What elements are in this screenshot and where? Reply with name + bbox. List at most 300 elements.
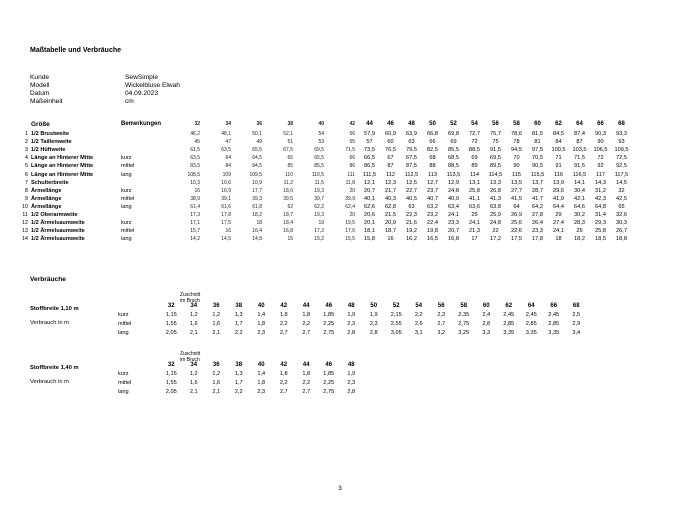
- table-row: [18, 130, 632, 138]
- consumption-header-row: [118, 301, 588, 310]
- cell-value: 78: [513, 139, 520, 146]
- cell-value: 41,3: [490, 195, 501, 202]
- cell-value: 17,1: [190, 220, 200, 227]
- cell-value: 32: [618, 187, 625, 194]
- cell-value: 28,7: [532, 187, 543, 194]
- cell-value: 15,5: [345, 236, 355, 243]
- cell-value: 116: [554, 171, 563, 178]
- size-header: 66: [550, 302, 558, 309]
- cell-value: 116,5: [572, 171, 587, 178]
- cell-value: 84: [555, 139, 562, 146]
- cell-value: 2,2: [279, 379, 288, 386]
- cell-value: 2,05: [165, 329, 177, 336]
- cell-value: 71,5: [574, 155, 585, 162]
- size-header: 60: [482, 302, 490, 309]
- cell-value: 27,4: [553, 220, 564, 227]
- cell-value: 15,8: [364, 236, 375, 243]
- cell-value: 69,5: [314, 147, 324, 154]
- cell-value: 90: [513, 163, 520, 170]
- cell-value: 1,8: [257, 379, 266, 386]
- size-header: 32: [167, 361, 175, 368]
- cell-value: 87,4: [574, 131, 585, 138]
- header-spacer: [118, 301, 160, 310]
- cell-value: 3,4: [572, 329, 581, 336]
- meta-row: [30, 82, 180, 90]
- cell-value: 81,5: [532, 131, 543, 138]
- size-header: 66: [597, 121, 604, 127]
- cell-value: 63,5: [190, 155, 200, 162]
- table-row: [18, 227, 632, 235]
- meta-value: Wickelbluse Elwah: [125, 82, 180, 89]
- cell-value: 1,85: [323, 370, 335, 377]
- cell-value: 1,55: [165, 379, 177, 386]
- row-remark: [121, 211, 173, 219]
- cell-value: 16,8: [448, 236, 459, 243]
- cell-value: 117,5: [614, 171, 629, 178]
- cell-value: 1,8: [257, 320, 266, 327]
- cell-value: 20,1: [364, 220, 375, 227]
- cell-value: 39,7: [314, 195, 324, 202]
- cell-value: 55: [349, 139, 355, 146]
- meta-row: [30, 98, 180, 106]
- meta-value: cm: [125, 98, 134, 105]
- cell-value: 14,2: [190, 236, 200, 243]
- meta-row: [30, 74, 180, 82]
- cell-value: 103,5: [572, 147, 587, 154]
- cell-value: 63: [408, 139, 415, 146]
- cell-value: 2,1: [189, 388, 198, 395]
- cell-value: 69,5: [490, 155, 501, 162]
- cell-value: 22,4: [427, 220, 438, 227]
- table-row: [18, 162, 632, 170]
- page-number: 3: [338, 485, 342, 492]
- size-header: 42: [280, 302, 288, 309]
- size-header: 36: [212, 361, 220, 368]
- cell-value: 10,3: [190, 179, 200, 186]
- cell-value: 2,45: [503, 311, 515, 318]
- cell-value: 3,35: [548, 329, 560, 336]
- row-number: 5: [24, 163, 28, 170]
- cell-value: 2,2: [414, 311, 423, 318]
- row-label: Länge an Hinterer Mitte: [31, 163, 94, 170]
- size-header: 52: [450, 121, 457, 127]
- cell-value: 18,1: [364, 228, 375, 235]
- cell-value: 3,35: [503, 329, 515, 336]
- cell-value: 16,9: [221, 187, 231, 194]
- cell-value: 45: [194, 139, 200, 146]
- cell-value: 66,5: [364, 155, 375, 162]
- size-header: 52: [392, 302, 400, 309]
- cell-value: 10,6: [221, 179, 231, 186]
- size-header: 68: [572, 302, 580, 309]
- cell-value: 114,5: [488, 171, 503, 178]
- header-size-label: Größe: [31, 120, 50, 128]
- table-row: [18, 187, 632, 195]
- cell-value: 66,8: [427, 131, 438, 138]
- cell-value: 30,2: [574, 211, 585, 218]
- cell-value: 73,5: [364, 147, 375, 154]
- cell-value: 66: [429, 139, 436, 146]
- cell-value: 115,5: [530, 171, 545, 178]
- cell-value: 63: [408, 203, 415, 210]
- cell-value: 21,5: [385, 211, 396, 218]
- size-header: 46: [325, 361, 333, 368]
- fabric-width-label: Stoffbreite 1,10 m: [30, 306, 79, 312]
- cell-value: 111,5: [362, 171, 377, 178]
- cell-value: 3,35: [525, 329, 537, 336]
- row-label: Ärmellänge: [31, 187, 62, 194]
- cell-value: 38,9: [190, 195, 200, 202]
- cell-value: 17: [471, 236, 478, 243]
- cell-value: 2,3: [257, 329, 266, 336]
- cell-value: 85: [287, 163, 293, 170]
- cell-value: 12,7: [427, 179, 438, 186]
- cell-value: 112: [386, 171, 395, 178]
- cell-value: 1,55: [165, 320, 177, 327]
- cell-value: 86: [349, 163, 355, 170]
- cell-value: 2,7: [279, 329, 288, 336]
- cell-value: 2,3: [369, 320, 378, 327]
- cell-value: 17,3: [190, 211, 200, 218]
- usage-label: Verbrauch in m: [30, 320, 69, 326]
- cell-value: 87: [576, 139, 583, 146]
- cell-value: 2,4: [482, 311, 491, 318]
- cell-value: 24,8: [448, 187, 459, 194]
- cell-value: 25,8: [469, 187, 480, 194]
- row-number: 10: [21, 203, 28, 210]
- row-remark: [121, 146, 173, 154]
- cell-value: 42,3: [595, 195, 606, 202]
- cell-value: 109: [222, 171, 231, 178]
- cell-value: 62,8: [385, 203, 396, 210]
- cell-value: 31,4: [595, 211, 606, 218]
- cell-value: 61,4: [190, 203, 200, 210]
- table-row: [18, 195, 632, 203]
- cell-value: 13,7: [532, 179, 543, 186]
- cell-value: 111: [347, 171, 355, 178]
- table-row: [18, 179, 632, 187]
- size-header: 34: [190, 302, 198, 309]
- size-header: 38: [287, 121, 293, 127]
- cell-value: 46,2: [190, 131, 200, 138]
- cell-value: 1,4: [257, 370, 266, 377]
- cell-value: 69,8: [448, 131, 459, 138]
- fabric-width-label: Stoffbreite 1,40 m: [30, 365, 79, 371]
- cell-value: 49: [256, 139, 262, 146]
- row-number: 3: [24, 147, 28, 154]
- cell-value: 100,5: [551, 147, 566, 154]
- row-number: 13: [21, 228, 28, 235]
- cell-value: 72: [471, 139, 478, 146]
- row-number: 8: [24, 187, 28, 194]
- header-num: [18, 118, 31, 130]
- table-row: [18, 146, 632, 154]
- cell-value: 23,3: [448, 220, 459, 227]
- cell-value: 42,1: [574, 195, 585, 202]
- cell-value: 108,5: [187, 171, 200, 178]
- cell-value: 11,2: [283, 179, 293, 186]
- cell-value: 62,6: [364, 203, 375, 210]
- cell-value: 23,7: [427, 187, 438, 194]
- cell-value: 14,5: [616, 179, 627, 186]
- cell-value: 23,2: [427, 211, 438, 218]
- cell-value: 40,1: [364, 195, 375, 202]
- cell-value: 2,5: [572, 311, 581, 318]
- cell-value: 93: [618, 139, 625, 146]
- cell-value: 40,9: [448, 195, 459, 202]
- cell-value: 29,3: [595, 220, 606, 227]
- cell-value: 18,8: [616, 236, 627, 243]
- cell-value: 16,8: [283, 228, 293, 235]
- cell-value: 1,8: [279, 370, 288, 377]
- cell-value: 2,9: [572, 320, 581, 327]
- cell-value: 57,9: [364, 131, 375, 138]
- size-header: 40: [318, 121, 324, 127]
- cell-value: 64,2: [532, 203, 543, 210]
- cell-value: 25,8: [595, 228, 606, 235]
- cell-value: 85,5: [314, 163, 324, 170]
- cell-value: 2,85: [548, 320, 560, 327]
- cell-value: 88,5: [469, 147, 480, 154]
- row-label: 1/2 Ärmelsaumweite: [31, 228, 85, 235]
- size-header: 36: [212, 302, 220, 309]
- cell-value: 2,25: [323, 379, 335, 386]
- cell-value: 69: [471, 155, 478, 162]
- size-header: 40: [257, 302, 265, 309]
- size-header: 56: [437, 302, 445, 309]
- cell-value: 16,4: [252, 228, 262, 235]
- cell-value: 87,5: [406, 163, 417, 170]
- row-number: 9: [24, 195, 28, 202]
- cell-value: 18,6: [283, 187, 293, 194]
- cell-value: 63,8: [490, 203, 501, 210]
- size-header: 64: [527, 302, 535, 309]
- cell-value: 75: [492, 139, 499, 146]
- cell-value: 17,2: [314, 228, 324, 235]
- cell-value: 3,25: [458, 329, 470, 336]
- cell-value: 79,5: [406, 147, 417, 154]
- usage-label: Verbrauch in m: [30, 379, 69, 385]
- cell-value: 25,9: [490, 211, 501, 218]
- cell-value: 2,45: [548, 311, 560, 318]
- cell-value: 1,3: [234, 311, 243, 318]
- cell-value: 71,5: [345, 147, 355, 154]
- row-remark: lang: [118, 329, 129, 336]
- cell-value: 1,2: [189, 311, 198, 318]
- size-header: 68: [618, 121, 625, 127]
- cell-value: 72,7: [469, 131, 480, 138]
- cell-value: 16: [387, 236, 394, 243]
- cell-value: 3,3: [482, 329, 491, 336]
- cell-value: 30,4: [574, 187, 585, 194]
- cell-value: 16,5: [427, 236, 438, 243]
- row-label: 1/2 Taillenweite: [31, 139, 72, 146]
- cell-value: 15,7: [190, 228, 200, 235]
- cell-value: 19,3: [314, 187, 324, 194]
- cell-value: 88: [429, 163, 436, 170]
- cell-value: 41,7: [532, 195, 543, 202]
- cell-value: 110: [285, 171, 293, 178]
- cell-value: 2,8: [347, 329, 356, 336]
- cell-value: 61,8: [252, 203, 262, 210]
- cell-value: 81: [534, 139, 541, 146]
- cell-value: 69: [450, 139, 457, 146]
- cell-value: 2,05: [165, 388, 177, 395]
- cell-value: 20,7: [448, 228, 459, 235]
- row-label: Ärmellänge: [31, 203, 62, 210]
- cell-value: 26,8: [490, 187, 501, 194]
- cell-value: 19,2: [406, 228, 417, 235]
- row-number: 4: [24, 155, 28, 162]
- cell-value: 2,7: [437, 320, 446, 327]
- cell-value: 83,5: [190, 163, 200, 170]
- cell-value: 2,75: [458, 320, 470, 327]
- cell-value: 90,5: [532, 163, 543, 170]
- size-header: 58: [513, 121, 520, 127]
- size-header: 40: [257, 361, 265, 368]
- cell-value: 109,5: [614, 147, 629, 154]
- row-remark: lang: [121, 171, 132, 178]
- cell-value: 113: [428, 171, 437, 178]
- cell-value: 65: [618, 203, 625, 210]
- cell-value: 65: [287, 155, 293, 162]
- cell-value: 14,5: [221, 236, 231, 243]
- cell-value: 87: [387, 163, 394, 170]
- cell-value: 32,6: [616, 211, 627, 218]
- cell-value: 30,3: [616, 220, 627, 227]
- cell-value: 84: [225, 163, 231, 170]
- cell-value: 15: [287, 236, 293, 243]
- cell-value: 11,5: [314, 179, 324, 186]
- cell-value: 2,85: [503, 320, 515, 327]
- size-header: 46: [325, 302, 333, 309]
- row-label: 1/2 Ärmelsaumweite: [31, 220, 85, 227]
- cell-value: 52,1: [283, 131, 293, 138]
- cell-value: 2,75: [323, 388, 335, 395]
- row-number: 6: [24, 171, 28, 178]
- size-header: 54: [471, 121, 478, 127]
- cell-value: 115: [512, 171, 521, 178]
- cell-value: 57: [366, 139, 373, 146]
- cell-value: 109,5: [249, 171, 262, 178]
- cell-value: 2,3: [347, 320, 356, 327]
- meta-key: Modell: [30, 82, 50, 89]
- cell-value: 2,35: [458, 311, 470, 318]
- cell-value: 18,7: [283, 211, 293, 218]
- size-header: 48: [347, 302, 355, 309]
- cell-value: 92: [597, 163, 604, 170]
- size-header: 34: [225, 121, 231, 127]
- cell-value: 16: [194, 187, 200, 194]
- cell-value: 18,7: [385, 228, 396, 235]
- cell-value: 22: [492, 228, 499, 235]
- cell-value: 22,3: [406, 211, 417, 218]
- cell-value: 41,1: [469, 195, 480, 202]
- cell-value: 85,5: [448, 147, 459, 154]
- row-label: 1/2 Hüftweite: [31, 147, 66, 154]
- cell-value: 40,7: [427, 195, 438, 202]
- cell-value: 24,1: [448, 211, 459, 218]
- cell-value: 64,4: [553, 203, 564, 210]
- cell-value: 91,5: [490, 147, 501, 154]
- cell-value: 48,1: [221, 131, 231, 138]
- cell-value: 2,1: [212, 388, 221, 395]
- size-header: 64: [576, 121, 583, 127]
- cell-value: 60,9: [385, 131, 396, 138]
- cell-value: 21,6: [406, 220, 417, 227]
- cell-value: 64,5: [252, 155, 262, 162]
- cell-value: 21,7: [385, 187, 396, 194]
- cell-value: 72: [597, 155, 604, 162]
- cell-value: 90,3: [595, 131, 606, 138]
- cell-value: 94,5: [511, 147, 522, 154]
- cell-value: 18,5: [595, 236, 606, 243]
- cell-value: 47: [225, 139, 231, 146]
- cell-value: 2,8: [347, 388, 356, 395]
- meta-value: SewSimple: [125, 74, 158, 81]
- cell-value: 24,8: [490, 220, 501, 227]
- cell-value: 1,9: [347, 370, 356, 377]
- cell-value: 13,1: [469, 179, 480, 186]
- cell-value: 26,4: [532, 220, 543, 227]
- row-label: Schulterbreite: [31, 179, 69, 186]
- row-number: 2: [24, 139, 28, 146]
- size-header: 32: [194, 121, 200, 127]
- header-spacer: [118, 360, 160, 369]
- row-remark: mittel: [121, 228, 135, 235]
- cell-value: 1,9: [347, 311, 356, 318]
- cell-value: 2,2: [279, 320, 288, 327]
- table-row: [18, 203, 632, 211]
- cell-value: 63,9: [406, 131, 417, 138]
- cell-value: 14,1: [574, 179, 585, 186]
- cell-value: 27,7: [511, 187, 522, 194]
- table-row: [118, 310, 588, 319]
- size-header: 50: [429, 121, 436, 127]
- cell-value: 17,7: [252, 187, 262, 194]
- cell-value: 25: [576, 228, 583, 235]
- cell-value: 42,5: [616, 195, 627, 202]
- cell-value: 14,8: [252, 236, 262, 243]
- cell-value: 64,8: [595, 203, 606, 210]
- size-header: 44: [302, 302, 310, 309]
- row-remark: [121, 179, 173, 187]
- cell-value: 1,7: [234, 320, 243, 327]
- size-header: 60: [534, 121, 541, 127]
- cell-value: 65,5: [314, 155, 324, 162]
- cell-value: 2,25: [323, 320, 335, 327]
- cell-value: 27,8: [532, 211, 543, 218]
- cell-value: 18,2: [252, 211, 262, 218]
- cell-value: 91,5: [574, 163, 585, 170]
- cell-value: 67,5: [406, 155, 417, 162]
- meta-row: [30, 90, 180, 98]
- size-header: 46: [387, 121, 394, 127]
- cell-value: 86,5: [364, 163, 375, 170]
- cell-value: 2,8: [369, 329, 378, 336]
- cell-value: 1,6: [212, 379, 221, 386]
- table-row: [18, 219, 632, 227]
- cell-value: 64: [225, 155, 231, 162]
- cell-value: 20,9: [385, 220, 396, 227]
- cell-value: 1,3: [234, 370, 243, 377]
- cell-value: 13,9: [553, 179, 564, 186]
- cell-value: 19: [318, 220, 324, 227]
- cell-value: 1,6: [189, 320, 198, 327]
- meta-key: Kunde: [30, 74, 50, 81]
- size-header: 62: [555, 121, 562, 127]
- size-header: 44: [366, 121, 373, 127]
